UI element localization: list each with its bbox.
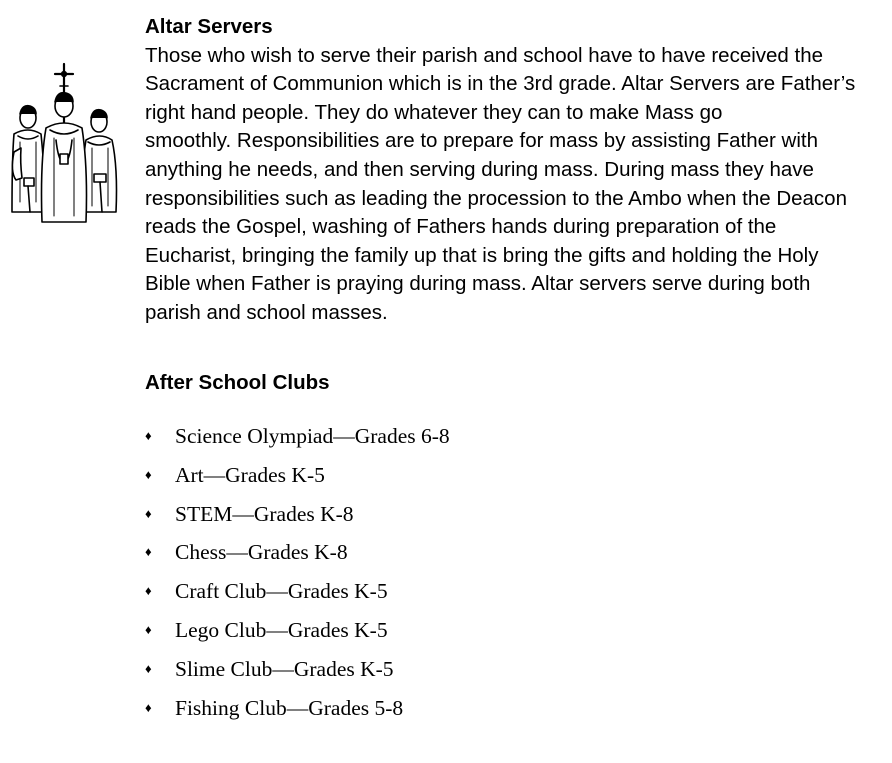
diamond-bullet-icon: ♦ bbox=[145, 428, 152, 443]
club-label: Fishing Club—Grades 5-8 bbox=[175, 695, 404, 720]
diamond-bullet-icon: ♦ bbox=[145, 505, 152, 521]
paragraph-line: responsibilities such as leading the procession to the Ambo when the Deacon bbox=[145, 186, 847, 210]
altar-servers-heading: Altar Servers bbox=[145, 15, 273, 38]
paragraph-line: Eucharist, bringing the family up that is bring the gifts and holding the Holy bbox=[145, 243, 819, 267]
club-label: Science Olympiad—Grades 6-8 bbox=[175, 424, 450, 448]
paragraph-line: Those who wish to serve their parish and school have to have received the bbox=[145, 43, 824, 67]
diamond-bullet-icon: ♦ bbox=[145, 466, 152, 482]
club-label: STEM—Grades K-8 bbox=[175, 501, 354, 526]
paragraph-line: Sacrament of Communion which is in the 3rd grade. Altar Servers are Father’s bbox=[145, 72, 856, 96]
club-label: Art—Grades K-5 bbox=[175, 462, 325, 487]
diamond-bullet-icon: ♦ bbox=[145, 660, 152, 676]
after-school-clubs-heading: After School Clubs bbox=[145, 371, 330, 394]
altar-servers-clipart-icon bbox=[8, 62, 120, 228]
paragraph-line: parish and school masses. bbox=[145, 300, 388, 324]
list-item bbox=[145, 577, 450, 616]
paragraph-line: anything he needs, and then serving during mass. During mass they have bbox=[145, 157, 814, 181]
club-label: Slime Club—Grades K-5 bbox=[175, 656, 394, 681]
paragraph-line: right hand people. They do whatever they can to make Mass go bbox=[145, 100, 723, 124]
list-item bbox=[145, 461, 450, 500]
diamond-bullet-icon: ♦ bbox=[145, 621, 152, 637]
list-item bbox=[145, 616, 450, 655]
list-item bbox=[145, 538, 450, 577]
paragraph-line: smoothly. Responsibilities are to prepare for mass by assisting Father with bbox=[145, 129, 818, 153]
list-item bbox=[145, 655, 450, 694]
club-label: Chess—Grades K-8 bbox=[175, 540, 348, 565]
list-item bbox=[145, 422, 450, 461]
club-label: Craft Club—Grades K-5 bbox=[175, 579, 388, 604]
altar-servers-paragraph bbox=[145, 42, 890, 328]
paragraph-line: reads the Gospel, washing of Fathers hands during preparation of the bbox=[145, 215, 777, 239]
club-label: Lego Club—Grades K-5 bbox=[175, 617, 388, 642]
diamond-bullet-icon: ♦ bbox=[145, 544, 152, 560]
list-item bbox=[145, 694, 450, 733]
diamond-bullet-icon: ♦ bbox=[145, 699, 152, 715]
after-school-clubs-section bbox=[145, 369, 845, 720]
club-list bbox=[145, 422, 450, 732]
diamond-bullet-icon: ♦ bbox=[145, 583, 152, 599]
list-item bbox=[145, 500, 450, 539]
paragraph-line: Bible when Father is praying during mass. Altar servers serve during both bbox=[145, 272, 811, 296]
altar-servers-section bbox=[145, 13, 890, 328]
